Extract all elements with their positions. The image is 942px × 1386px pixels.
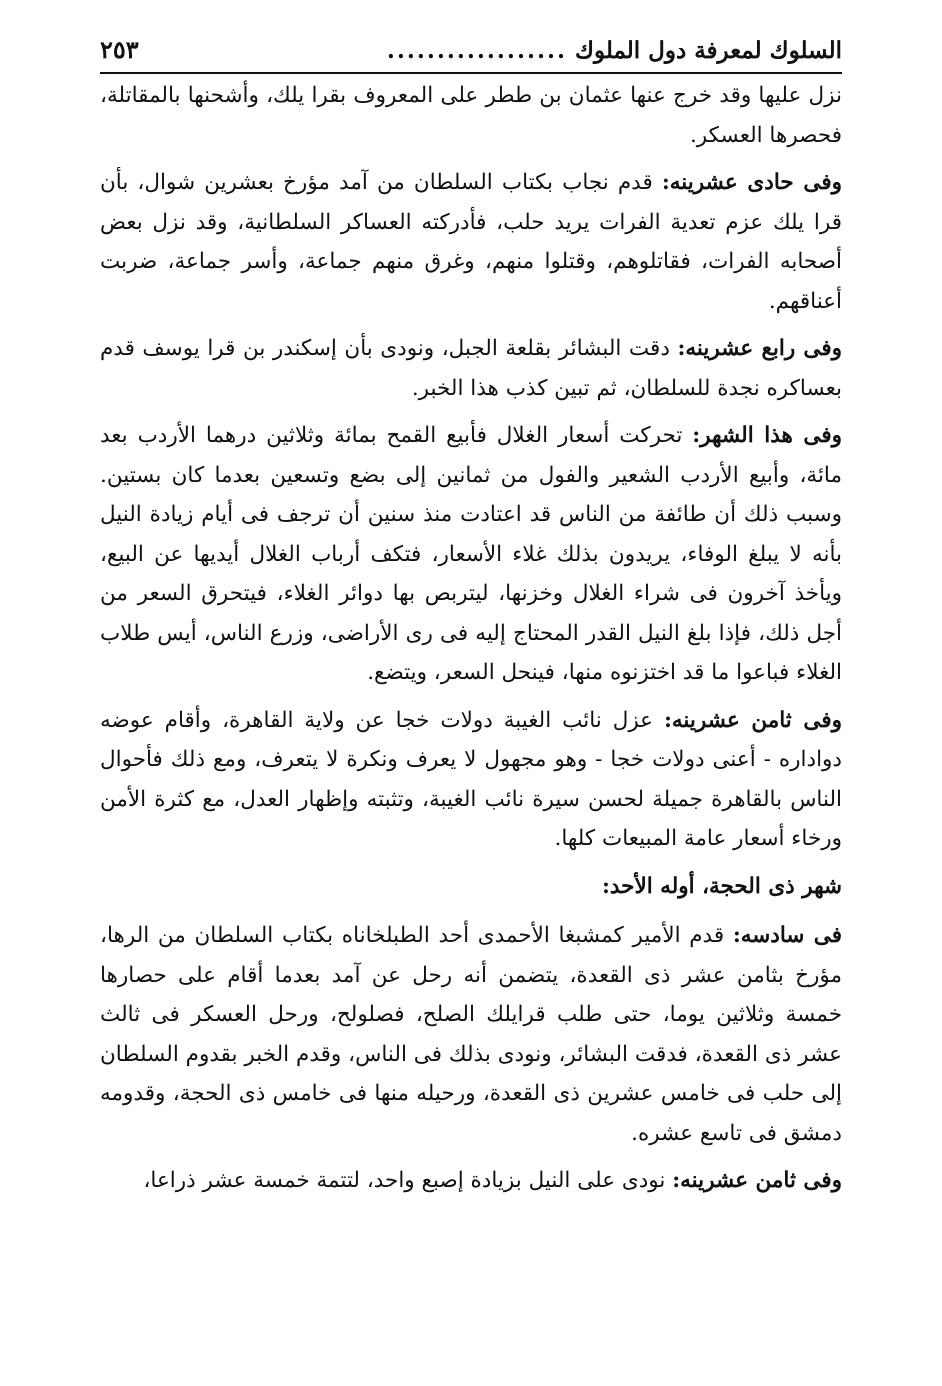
paragraph-text: تحركت أسعار الغلال فأبيع القمح بمائة وثلاثين درهما الأردب بعد مائة، وأبيع الأردب الشعير والفول من ثمانين إلى بضع وتسعين بعدما كان بستين. وسبب ذلك أن طائفة من الناس قد اعتادت منذ سنين أن ترجف فى أيام زيادة النيل بأنه لا يبلغ الوفاء، يريدون بذلك غلاء الأسعار، فتكف أرباب الغلال أيديها عن البيع، ويأخذ آخرون فى شراء الغلال وخزنها، ليتربص بها دوائر الغلاء، فيتحرق السعر من أجل ذلك، فإذا بلغ النيل القدر المحتاج إليه فى رى الأراضى، وزرع الناس، أيس طلاب الغلاء فباعوا ما قد اختزنوه منها، فينحل السعر، ويتضع. (100, 423, 842, 685)
paragraph (100, 76, 842, 155)
paragraph (100, 701, 842, 859)
paragraph-lead: وفى حادى عشرينه: (661, 170, 842, 195)
document-page (100, 28, 842, 1368)
paragraph-text: دقت البشائر بقلعة الجبل، ونودى بأن إسكندر بن قرا يوسف قدم بعساكره نجدة للسلطان، ثم تبين كذب هذا الخبر. (100, 336, 842, 401)
paragraph (100, 916, 842, 1153)
leader-dots: .................. (386, 37, 567, 64)
paragraph-lead: وفى ثامن عشرينه: (663, 707, 842, 733)
paragraph-text: نزل عليها وقد خرج عنها عثمان بن ططر على المعروف بقرا يلك، وأشحنها بالمقاتلة، فحصرها العسكر. (100, 83, 842, 148)
paragraph-text: قدم الأمير كمشبغا الأحمدى أحد الطبلخاناه بكتاب السلطان من الرها، مؤرخ بثامن عشر ذى القعدة، يتضمن أنه رحل عن آمد بعدما أقام على حصارها خمسة وثلاثين يوما، حتى طلب قرايلك الصلح، فصلولح، ورحل العسكر فى ثالث عشر ذى القعدة، فدقت البشائر، ونودى بذلك فى الناس، وقدم الخبر بقدوم السلطان إلى حلب فى خامس عشرين ذى القعدة، ورحيله منها فى خامس ذى الحجة، وقدومه دمشق فى تاسع عشره. (100, 923, 842, 1146)
section-heading: شهر ذى الحجة، أوله الأحد: (601, 873, 842, 899)
paragraph-text: نودى على النيل بزيادة إصبع واحد، لتتمة خمسة عشر ذراعا، (143, 1168, 673, 1193)
paragraph-lead: وفى هذا الشهر: (692, 423, 842, 448)
paragraph-lead: وفى رابع عشرينه: (677, 336, 842, 361)
paragraph-lead: فى سادسه: (732, 923, 842, 948)
paragraph (100, 416, 842, 693)
paragraph-lead: وفى ثامن عشرينه: (672, 1168, 842, 1193)
paragraph (100, 163, 842, 321)
book-title: السلوك لمعرفة دول الملوك (574, 37, 842, 64)
paragraph (100, 1161, 842, 1201)
paragraph-text: قدم نجاب بكتاب السلطان من آمد مؤرخ بعشرين شوال، بأن قرا يلك عزم تعدية الفرات يريد حلب، فأدركته العساكر السلطانية، وقد نزل بعض أصحابه الفرات، فقاتلوهم، وقتلوا منهم، وغرق منهم جماعة، وأسر جماعة، ضربت أعناقهم. (100, 170, 842, 314)
paragraph (100, 329, 842, 408)
paragraph-text: عزل نائب الغيبة دولات خجا عن ولاية القاهرة، وأقام عوضه دواداره - أعنى دولات خجا - وهو مجهول لا يعرف ونكرة لا يتعرف، ومع ذلك فأحوال الناس بالقاهرة جميلة لحسن سيرة نائب الغيبة، وتثبته وإظهار العدل، مع كثرة الأمن ورخاء أسعار عامة المبيعات كلها. (100, 707, 842, 851)
body-text (100, 76, 842, 1201)
page-number: ٢٥٣ (100, 35, 139, 64)
running-head (100, 28, 842, 74)
